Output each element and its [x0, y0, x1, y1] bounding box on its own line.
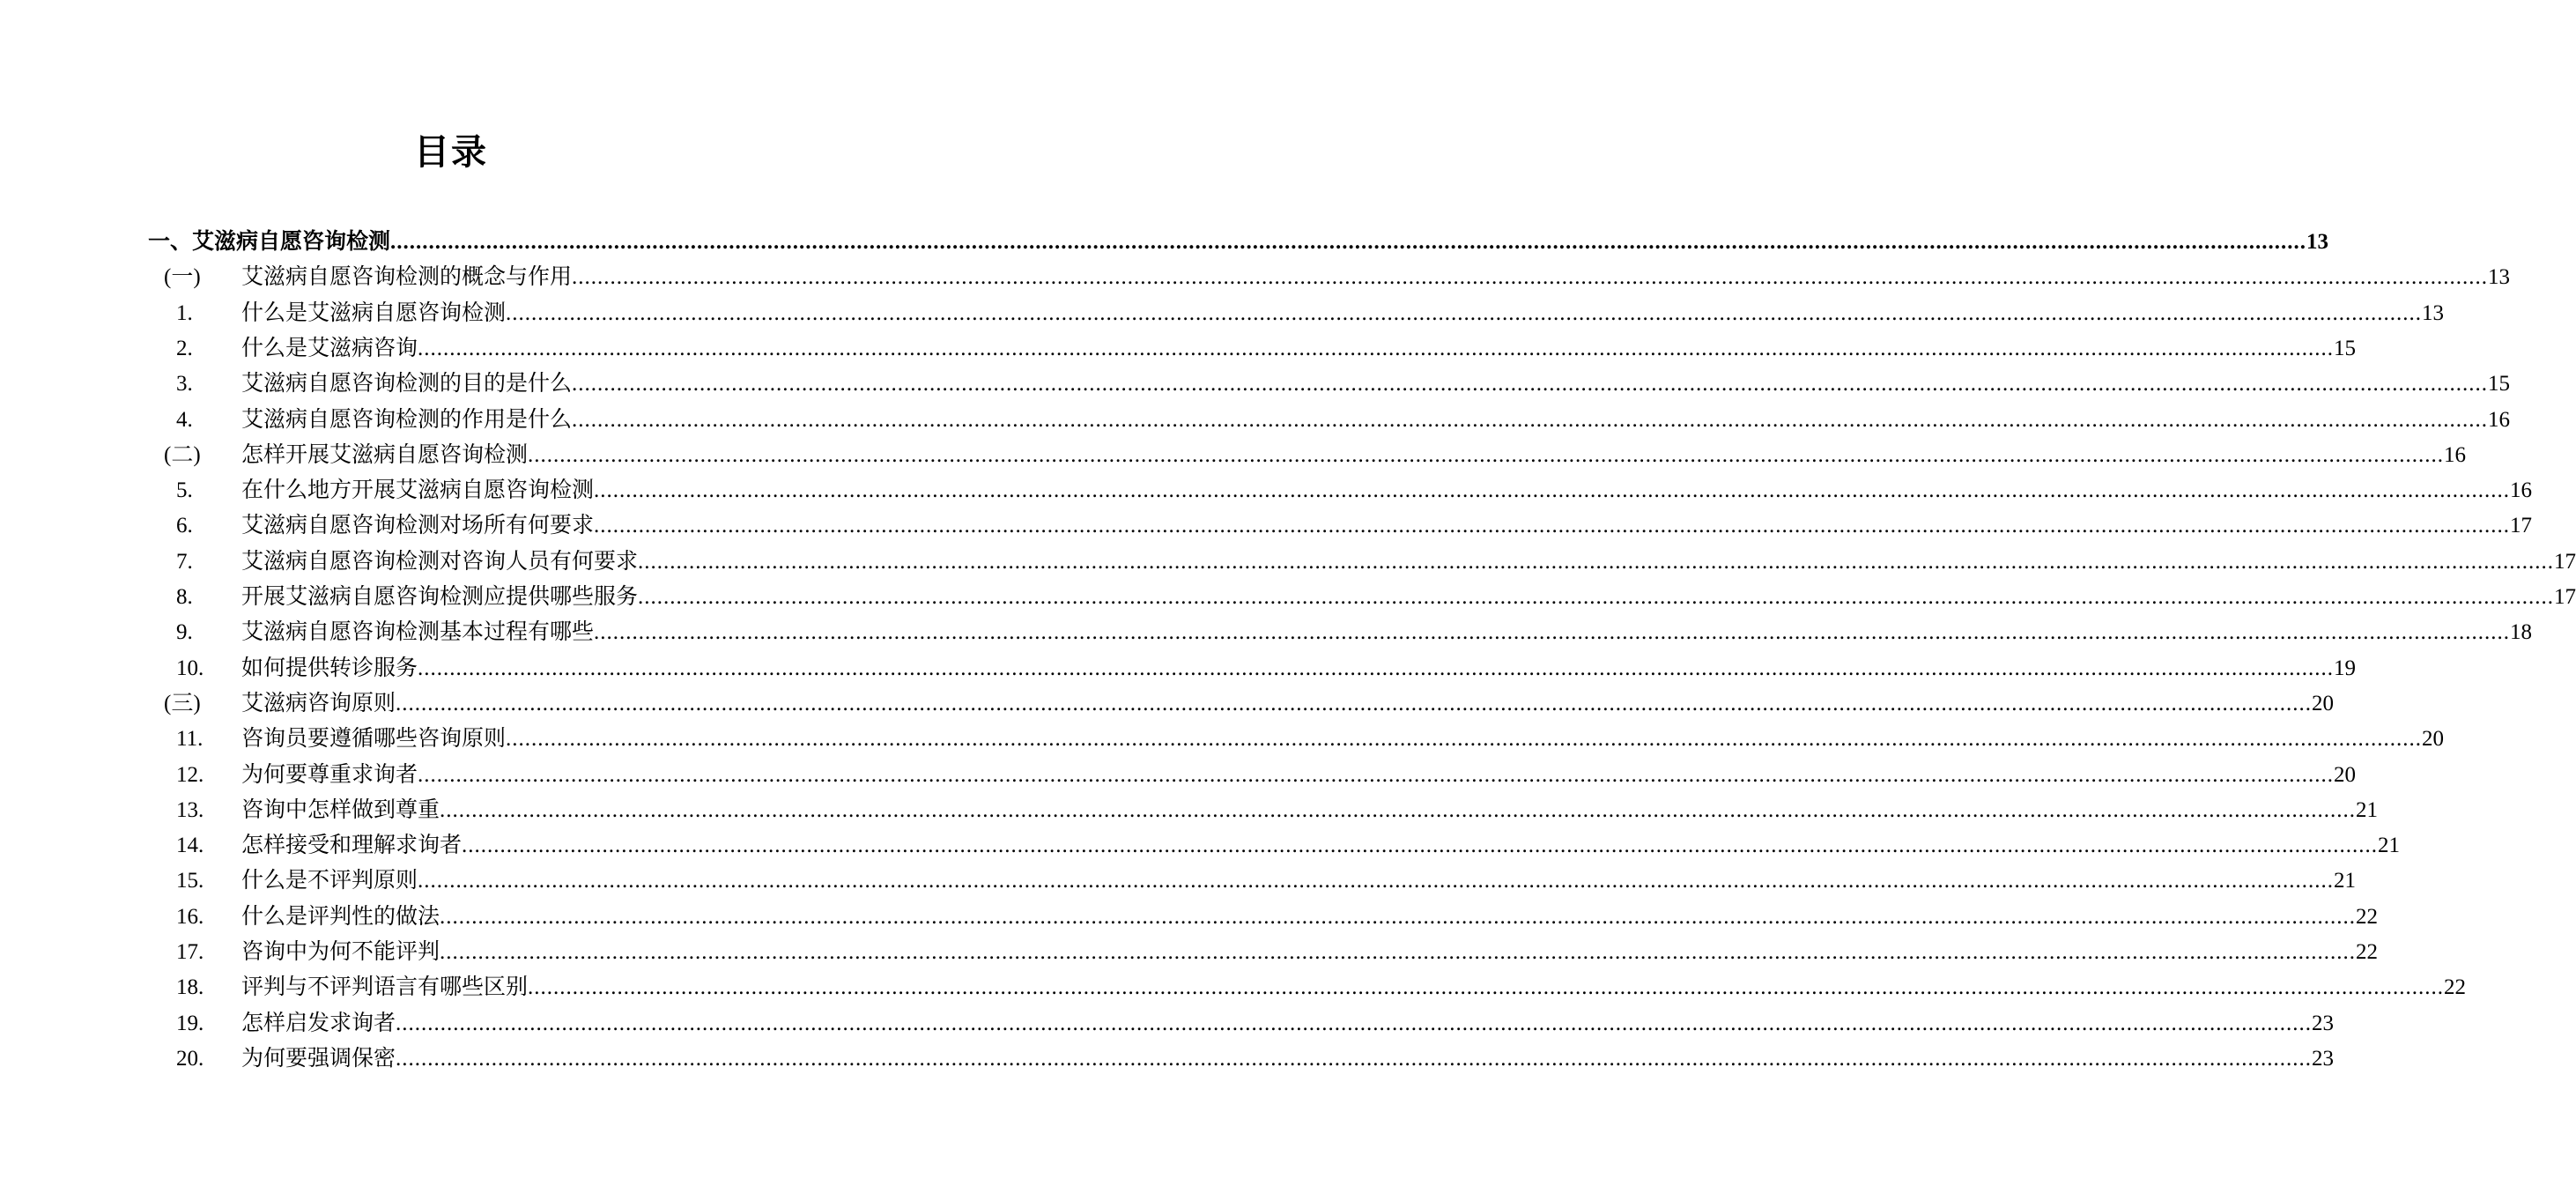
dot-leader: ............................................................................................................................................................................................................................................................................................................	[572, 407, 2489, 432]
toc-page-number: 21	[2334, 869, 2357, 893]
toc-entry-line	[241, 864, 2357, 899]
toc-entry-line	[241, 1006, 2335, 1041]
toc-entry-line	[241, 331, 2357, 367]
toc-page-number: 22	[2356, 940, 2379, 964]
toc-page-number: 16	[2444, 442, 2467, 467]
toc-entry-title: 什么是评判性的做法	[241, 904, 440, 929]
toc-entry-number: 19.	[176, 1011, 204, 1035]
toc-entry[interactable]	[0, 900, 2379, 935]
toc-entry-number: 一、	[148, 230, 193, 254]
dot-leader: ............................................................................................................................................................................................................................................................................................................	[462, 834, 2379, 858]
dot-leader: ............................................................................................................................................................................................................................................................................................................	[638, 549, 2555, 574]
toc-entry-line	[241, 793, 2379, 828]
dot-leader: ............................................................................................................................................................................................................................................................................................................	[594, 478, 2511, 503]
toc-entry-title: 在什么地方开展艾滋病自愿咨询检测	[241, 478, 595, 503]
toc-entry-line	[241, 686, 2335, 722]
toc-entry-number: 15.	[176, 869, 204, 893]
toc-entry[interactable]	[0, 651, 2357, 686]
dot-leader: ............................................................................................................................................................................................................................................................................................................	[594, 620, 2511, 645]
toc-entry-line	[241, 545, 2576, 580]
toc-entry[interactable]	[0, 758, 2357, 793]
toc-page-number: 17	[2510, 514, 2533, 538]
dot-leader: ............................................................................................................................................................................................................................................................................................................	[440, 797, 2357, 822]
toc-entry-line	[241, 508, 2533, 544]
toc-page-number: 23	[2312, 1046, 2335, 1071]
toc-entry-title: 艾滋病自愿咨询检测的作用是什么	[241, 407, 573, 432]
toc-entry[interactable]	[0, 580, 2576, 615]
toc-entry-line	[241, 900, 2379, 935]
dot-leader: ............................................................................................................................................................................................................................................................................................................	[440, 940, 2357, 964]
toc-page-number: 15	[2334, 336, 2357, 360]
toc-entry-line	[241, 651, 2357, 686]
toc-entry-line	[241, 935, 2379, 970]
toc-entry[interactable]	[0, 331, 2357, 367]
toc-page-number: 20	[2422, 727, 2445, 752]
toc-entry[interactable]	[0, 473, 2533, 508]
dot-leader: ............................................................................................................................................................................................................................................................................................................	[418, 336, 2335, 360]
toc-entry-number: 6.	[176, 514, 193, 538]
dot-leader: ............................................................................................................................................................................................................................................................................................................	[396, 691, 2313, 715]
toc-page-number: 22	[2356, 904, 2379, 929]
toc-entry-line	[241, 296, 2445, 331]
toc-entry[interactable]	[0, 225, 2329, 260]
toc-page-number: 19	[2334, 656, 2357, 680]
page-title: 目录	[414, 132, 488, 172]
dot-leader: ............................................................................................................................................................................................................................................................................................................	[594, 514, 2511, 538]
toc-entry[interactable]	[0, 260, 2511, 295]
toc-entry[interactable]	[0, 864, 2357, 899]
toc-entry-line	[241, 580, 2576, 615]
toc-entry-number: 18.	[176, 975, 204, 1000]
toc-entry-title: 艾滋病自愿咨询检测对咨询人员有何要求	[241, 549, 639, 574]
toc-entry[interactable]	[0, 403, 2511, 438]
toc-entry-title: 艾滋病咨询原则	[241, 691, 396, 715]
toc-entry-number: 12.	[176, 762, 204, 787]
toc-entry-title: 咨询中怎样做到尊重	[241, 797, 440, 822]
dot-leader: ............................................................................................................................................................................................................................................................................................................	[638, 585, 2555, 609]
toc-entry-title: 什么是艾滋病咨询	[241, 336, 418, 360]
toc-page-number: 17	[2554, 585, 2576, 609]
dot-leader: ............................................................................................................................................................................................................................................................................................................	[506, 727, 2423, 752]
toc-entry-title: 咨询中为何不能评判	[241, 940, 440, 964]
toc-entry-title: 艾滋病自愿咨询检测基本过程有哪些	[241, 620, 595, 645]
toc-entry-number: 10.	[176, 656, 204, 680]
toc-page-number: 16	[2510, 478, 2533, 503]
toc-entry-number: 9.	[176, 620, 193, 645]
toc-entry-line	[241, 260, 2511, 295]
dot-leader: ............................................................................................................................................................................................................................................................................................................	[418, 762, 2335, 787]
toc-entry-line	[241, 722, 2445, 757]
toc-entry-title: 开展艾滋病自愿咨询检测应提供哪些服务	[241, 585, 639, 609]
toc-entry-line	[241, 438, 2467, 473]
toc-entry-title: 咨询员要遵循哪些咨询原则	[241, 727, 507, 752]
dot-leader: ............................................................................................................................................................................................................................................................................................................	[440, 904, 2357, 929]
toc-entry[interactable]	[0, 793, 2379, 828]
toc-page-number: 13	[2422, 300, 2445, 325]
toc-entry[interactable]	[0, 935, 2379, 970]
toc-page-number: 13	[2488, 265, 2511, 290]
toc-entry-title: 评判与不评判语言有哪些区别	[241, 975, 529, 1000]
dot-leader: ............................................................................................................................................................................................................................................................................................................	[418, 869, 2335, 893]
toc-page-number: 22	[2444, 975, 2467, 1000]
toc-entry-heading	[148, 225, 390, 260]
toc-entry[interactable]	[0, 438, 2467, 473]
toc-entry-title: 怎样开展艾滋病自愿咨询检测	[241, 442, 529, 467]
toc-entry-line	[241, 758, 2357, 793]
toc-entry-number: 17.	[176, 940, 204, 964]
dot-leader: ............................................................................................................................................................................................................................................................................................................	[572, 372, 2489, 397]
toc-page-number: 21	[2378, 834, 2401, 858]
toc-entry-number: (一)	[164, 265, 201, 290]
toc-entry-number: 16.	[176, 904, 204, 929]
toc-entry[interactable]	[0, 970, 2467, 1005]
toc-entry-title: 什么是不评判原则	[241, 869, 418, 893]
toc-entry[interactable]	[0, 508, 2533, 544]
dot-leader: ............................................................................................................................................................................................................................................................................................................	[528, 975, 2445, 1000]
dot-leader: ............................................................................................................................................................................................................................................................................................................	[390, 230, 2307, 254]
toc-entry-number: 4.	[176, 407, 193, 432]
toc-page-number: 18	[2510, 620, 2533, 645]
toc-page-number: 23	[2312, 1011, 2335, 1035]
toc-entry[interactable]	[0, 296, 2445, 331]
dot-leader: ............................................................................................................................................................................................................................................................................................................	[572, 265, 2489, 290]
dot-leader: ............................................................................................................................................................................................................................................................................................................	[506, 300, 2423, 325]
toc-entry-title: 为何要强调保密	[241, 1046, 396, 1071]
toc-entry[interactable]	[0, 545, 2576, 580]
toc-page-number: 13	[2306, 230, 2329, 254]
toc-entry[interactable]	[0, 1006, 2335, 1041]
toc-page-number: 20	[2312, 691, 2335, 715]
toc-entry-title: 艾滋病自愿咨询检测的目的是什么	[241, 372, 573, 397]
toc-entry-number: 2.	[176, 336, 193, 360]
toc-entry-line	[241, 473, 2533, 508]
toc-entry[interactable]	[0, 722, 2445, 757]
toc-page-number: 15	[2488, 372, 2511, 397]
toc-entry[interactable]	[0, 1041, 2335, 1077]
toc-entry-line	[241, 828, 2401, 864]
toc-entry-line	[241, 1041, 2335, 1077]
toc-entry-number: 1.	[176, 300, 193, 325]
toc-entry[interactable]	[0, 615, 2533, 650]
toc-page-number: 21	[2356, 797, 2379, 822]
toc-entry-number: 7.	[176, 549, 193, 574]
toc-entry-line	[148, 225, 2329, 260]
toc-entry-title: 如何提供转诊服务	[241, 656, 418, 680]
toc-entry-number: 13.	[176, 797, 204, 822]
toc-entry-line	[241, 367, 2511, 402]
toc-entry[interactable]	[0, 367, 2511, 402]
toc-entry-title: 怎样启发求询者	[241, 1011, 396, 1035]
dot-leader: ............................................................................................................................................................................................................................................................................................................	[396, 1046, 2313, 1071]
toc-entry-title: 艾滋病自愿咨询检测对场所有何要求	[241, 514, 595, 538]
toc-entry-number: 20.	[176, 1046, 204, 1071]
toc-entry-line	[241, 615, 2533, 650]
toc-entry-title: 为何要尊重求询者	[241, 762, 418, 787]
dot-leader: ............................................................................................................................................................................................................................................................................................................	[396, 1011, 2313, 1035]
toc-entry-number: (二)	[164, 442, 201, 467]
toc-entry-line	[241, 970, 2467, 1005]
toc-entry-number: 14.	[176, 834, 204, 858]
toc-entry-number: 3.	[176, 372, 193, 397]
toc-entry-number: (三)	[164, 691, 201, 715]
toc-entry[interactable]	[0, 686, 2335, 722]
toc-entry-title: 艾滋病自愿咨询检测的概念与作用	[241, 265, 573, 290]
toc-entry-number: 5.	[176, 478, 193, 503]
dot-leader: ............................................................................................................................................................................................................................................................................................................	[528, 442, 2445, 467]
dot-leader: ............................................................................................................................................................................................................................................................................................................	[418, 656, 2335, 680]
toc-entry-number: 11.	[176, 727, 204, 752]
toc-entry-line	[241, 403, 2511, 438]
toc-entry-title: 怎样接受和理解求询者	[241, 834, 463, 858]
toc-entry-title: 什么是艾滋病自愿咨询检测	[241, 300, 507, 325]
toc-entry-number: 8.	[176, 585, 193, 609]
toc-page-number: 20	[2334, 762, 2357, 787]
toc-page-number: 17	[2554, 549, 2576, 574]
toc-page-number: 16	[2488, 407, 2511, 432]
toc-entry[interactable]	[0, 828, 2401, 864]
toc-entry-title: 艾滋病自愿咨询检测	[192, 230, 391, 254]
